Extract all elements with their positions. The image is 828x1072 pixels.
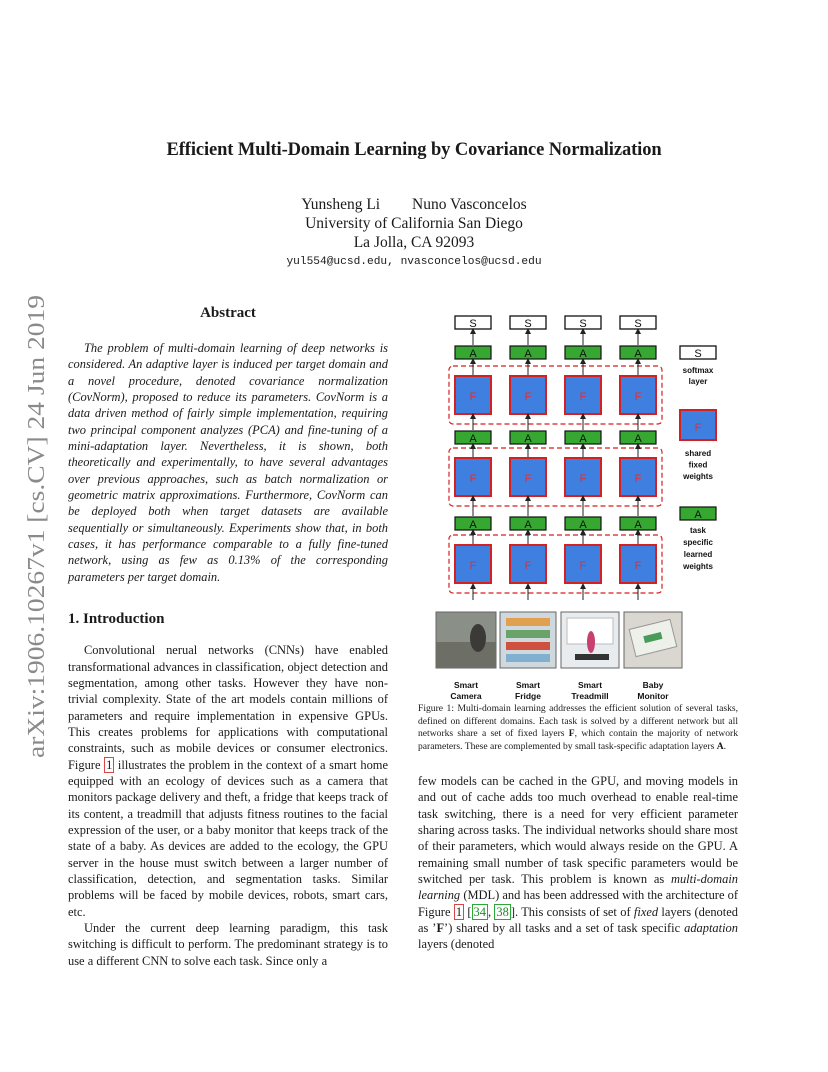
symbol-F: F — [436, 921, 445, 936]
citation-link[interactable]: 34 — [473, 904, 486, 919]
photo-runner — [587, 631, 595, 653]
intro-text: , — [487, 904, 495, 919]
arxiv-stamp — [22, 293, 52, 758]
fixed-label: F — [469, 391, 477, 403]
legend-softmax-text: layer — [688, 377, 708, 386]
figure-link[interactable]: 1 — [106, 757, 113, 772]
abstract-body: The problem of multi-domain learning of deep networks is considered. An adaptive layer is induced per target domain and a novel procedure, denoted covariance normalization (CovNorm), proposed to reduce its parameters. CovNorm is a data driven method of fairly simple implementation, requiring two principal component analyzes (PCA) and fine-tuning of a mini-adaptation layer. Nevertheless, it is shown, both theoretically and experimentally, to have several advantages over previous approaches, such as batch normalization or geometric matrix approximations. Furthermore, CovNorm can be deployed both when target datasets are available sequentially or simultaneously. Experiments show that, in both cases, it has performance comparable to a fully fine-tuned network, using as few as 0.13% of the corresponding parameters per target domain. — [68, 341, 388, 584]
fixed-label: F — [524, 560, 532, 572]
citation-link[interactable]: 38 — [496, 904, 509, 919]
legend-shared-text: fixed — [688, 460, 708, 470]
figure-1 — [418, 300, 738, 705]
fixed-label: F — [634, 473, 642, 485]
fixed-label: F — [524, 391, 532, 403]
fixed-label: F — [524, 473, 532, 485]
left-column — [68, 305, 388, 969]
arxiv-stamp-text: arXiv:1906.10267v1 [cs.CV] 24 Jun 2019 — [23, 345, 50, 758]
fixed-label: F — [634, 391, 642, 403]
photo-shelf — [506, 630, 550, 638]
adaptation-label: A — [579, 433, 587, 445]
author-block — [0, 195, 828, 252]
intro-text: [ — [464, 904, 472, 919]
softmax-label: S — [634, 318, 642, 330]
author-names — [0, 195, 828, 214]
abstract-heading: Abstract — [200, 305, 256, 321]
adaptation-label: A — [634, 433, 642, 445]
legend-softmax-box-label: S — [694, 348, 702, 360]
legend-shared-text: shared — [684, 449, 712, 458]
location: La Jolla, CA 92093 — [353, 234, 475, 251]
affiliation: University of California San Diego — [305, 215, 523, 232]
intro-text: layers (denoted as ’ — [418, 904, 738, 936]
photo-shelf — [506, 618, 550, 626]
figure-caption — [418, 703, 738, 753]
legend-fixed-box-label: F — [694, 422, 702, 434]
device-label-line1: Baby — [642, 680, 664, 690]
term-adaptation: adaptation — [684, 921, 738, 936]
intro-paragraph-2: Under the current deep learning paradigm, this task switching is difficult to perform. The predominant strategy is to use a different CNN to solve each task. Since only a — [68, 921, 388, 968]
adaptation-label: A — [634, 348, 642, 360]
device-label-line1: Smart — [577, 680, 603, 690]
legend-task-text: weights — [683, 562, 713, 571]
device-label-line2: Treadmill — [571, 691, 609, 701]
term-fixed: fixed — [633, 904, 659, 919]
caption-text: Figure 1: Multi-domain learning addresses the efficient solution of several tasks, defined on different domains. Each task is solved by a different network but all networks share a set of fixed layers — [418, 703, 738, 740]
legend-task-text: specific — [683, 538, 713, 547]
intro-text: few models can be cached in the GPU, and moving models in and out of cache adds too much overhead to enable real-time task switching, there is a need for very efficient parameter sharing across tasks. The individual networks should share most of their parameters, which would always reside on the GPU. A remaining small number of task specific parameters would be switched per task. This problem is known as — [418, 774, 738, 887]
intro-text: (MDL) and has been addressed with the architecture of Figure — [418, 888, 738, 919]
softmax-label: S — [579, 318, 587, 330]
fixed-label: F — [469, 473, 477, 485]
caption-text: . — [723, 740, 727, 752]
caption-text: , which contain the majority of network parameters. These are complemented by small task-specific adaptation layers — [418, 728, 738, 752]
softmax-label: S — [524, 318, 532, 330]
intro-text: layers (denoted — [418, 937, 495, 952]
intro-paragraph-1 — [68, 642, 388, 920]
device-label-line2: Camera — [450, 691, 482, 701]
fixed-label: F — [579, 391, 587, 403]
author-name: Yunsheng Li — [301, 196, 381, 213]
device-photo — [500, 612, 556, 668]
device-photo — [624, 612, 682, 668]
caption-symbol-A: A — [716, 740, 724, 752]
photo-shelf — [506, 642, 550, 650]
figure-link[interactable]: 1 — [455, 904, 463, 919]
author-emails: yul554@ucsd.edu, nvasconcelos@ucsd.edu — [286, 256, 542, 268]
device-label-line1: Smart — [515, 680, 541, 690]
legend-task-text: task — [689, 526, 707, 535]
adaptation-label: A — [469, 519, 477, 531]
legend-task-text: learned — [683, 550, 713, 559]
figure-diagram — [418, 300, 738, 705]
legend-softmax-text: softmax — [682, 366, 714, 375]
term-mdl: multi-domain learning — [418, 872, 738, 903]
intro-paragraph-3 — [418, 773, 738, 953]
adaptation-label: A — [524, 433, 532, 445]
adaptation-label: A — [469, 433, 477, 445]
device-photo — [561, 612, 619, 668]
right-column — [418, 773, 738, 953]
photo-person — [470, 624, 486, 652]
adaptation-label: A — [634, 519, 642, 531]
device-label-line2: Monitor — [637, 691, 669, 701]
adaptation-label: A — [524, 519, 532, 531]
adaptation-label: A — [524, 348, 532, 360]
legend-shared-text: weights — [683, 472, 713, 481]
adaptation-label: A — [469, 348, 477, 360]
softmax-label: S — [469, 318, 477, 330]
legend-adapt-box-label: A — [694, 509, 702, 521]
fixed-label: F — [579, 473, 587, 485]
intro-text: Convolutional nerual networks (CNNs) have enabled transformational advances in classification, object detection and segmentation, among other tasks. However they have non-trivial complexity. State of the art models contain millions of parameters and require implementation in expensive GPUs. This creates problems for applications with computational constraints, such as mobile devices or consumer electronics. Figure — [68, 643, 388, 772]
intro-text: ’) shared by all tasks and a set of task specific — [444, 921, 685, 936]
fixed-label: F — [579, 560, 587, 572]
photo-floor — [436, 642, 496, 668]
photo-treadmill — [575, 654, 609, 660]
section-heading-introduction: 1. Introduction — [68, 611, 165, 628]
fixed-label: F — [634, 560, 642, 572]
adaptation-label: A — [579, 519, 587, 531]
fixed-label: F — [469, 560, 477, 572]
adaptation-label: A — [579, 348, 587, 360]
intro-text: ]. This consists of set of — [510, 904, 634, 919]
author-name: Nuno Vasconcelos — [412, 196, 527, 213]
device-label-line2: Fridge — [515, 691, 541, 701]
device-photo — [436, 612, 496, 668]
caption-symbol-F: F — [568, 728, 575, 740]
photo-shelf — [506, 654, 550, 662]
paper-title: Efficient Multi-Domain Learning by Covariance Normalization — [166, 140, 662, 160]
device-label-line1: Smart — [453, 680, 479, 690]
intro-text: illustrates the problem in the context of a smart home equipped with an ecology of devices such as a camera that monitors package delivery and theft, a fridge that keeps track of its content, a treadmill that adjusts fitness routines to the facial expression of the user, or a baby monitor that keeps track of the state of a baby. As devices are added to the ecology, the GPU server in the house must switch between a larger number of classification, detection, and segmentation tasks. Similar problems will be faced by mobile devices, robots, smart cars, etc. — [68, 757, 389, 919]
